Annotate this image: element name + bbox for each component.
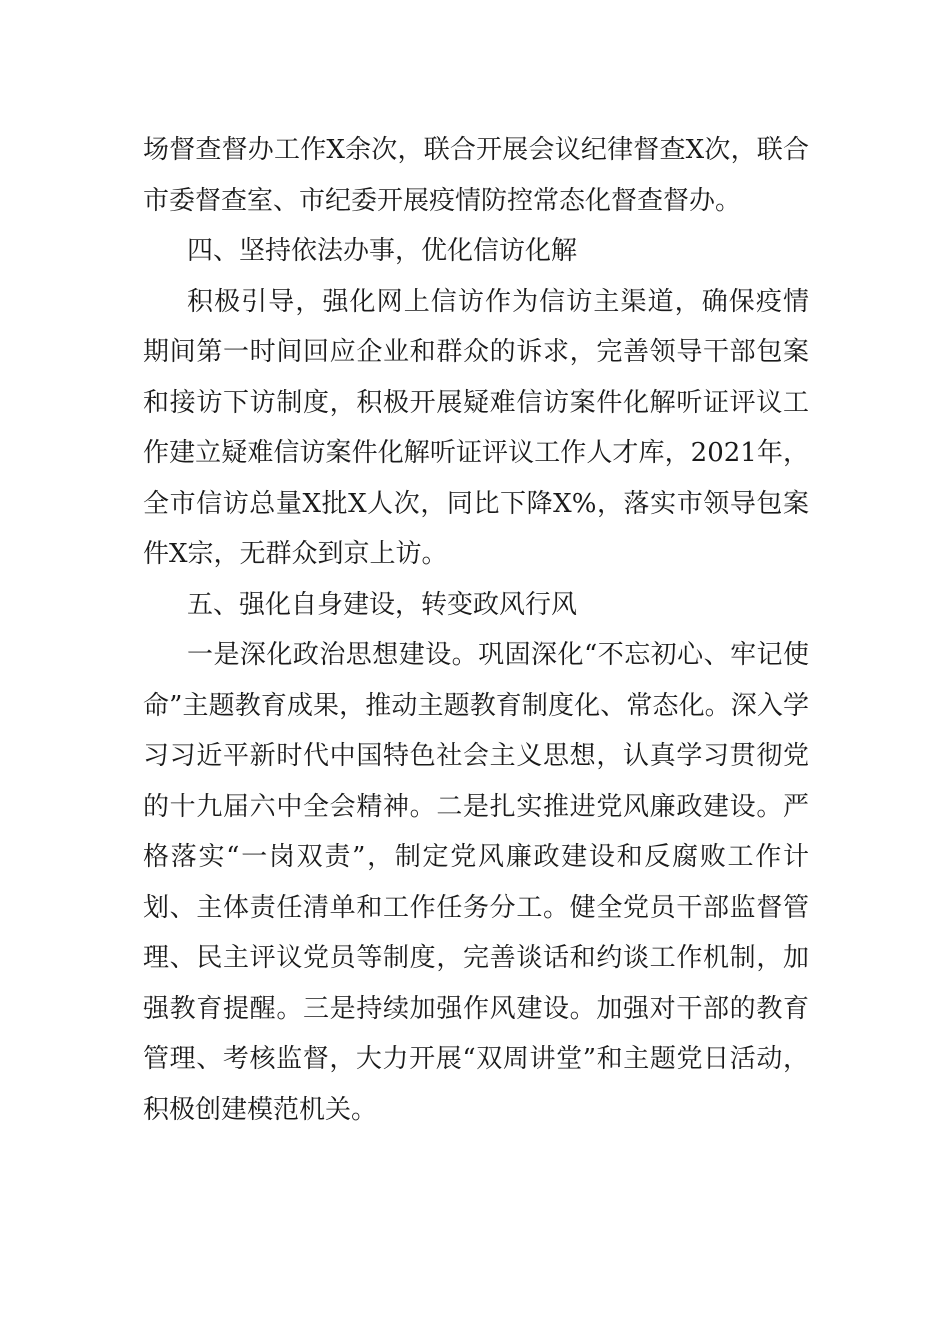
paragraph-continuation: 场督查督办工作X余次，联合开展会议纪律督查X次，联合市委督查室、市纪委开展疫情防控常态化督查督办。: [143, 135, 809, 216]
paragraph-petition: 积极引导，强化网上信访作为信访主渠道，确保疫情期间第一时间回应企业和群众的诉求，完善领导干部包案和接访下访制度，积极开展疑难信访案件化解听证评议工作建立疑难信访案件化解听证评议工作人才库，2021年，全市信访总量X批X人次，同比下降X%，落实市领导包案件X宗，无群众到京上访。: [143, 286, 809, 569]
section-heading-five: 五、强化自身建设，转变政风行风: [187, 589, 578, 620]
section-heading-four: 四、坚持依法办事，优化信访化解: [187, 236, 578, 266]
document-body: [143, 125, 809, 1135]
paragraph-self-building: 一是深化政治思想建设。巩固深化“不忘初心、牢记使命”主题教育成果，推动主题教育制度化、常态化。深入学习习近平新时代中国特色社会主义思想，认真学习贯彻党的十九届六中全会精神。二是扎实推进党风廉政建设。严格落实“一岗双责”，制定党风廉政建设和反腐败工作计划、主体责任清单和工作任务分工。健全党员干部监督管理、民主评议党员等制度，完善谈话和约谈工作机制，加强教育提醒。三是持续加强作风建设。加强对干部的教育管理、考核监督，大力开展“双周讲堂”和主题党日活动，积极创建模范机关。: [143, 640, 809, 1125]
